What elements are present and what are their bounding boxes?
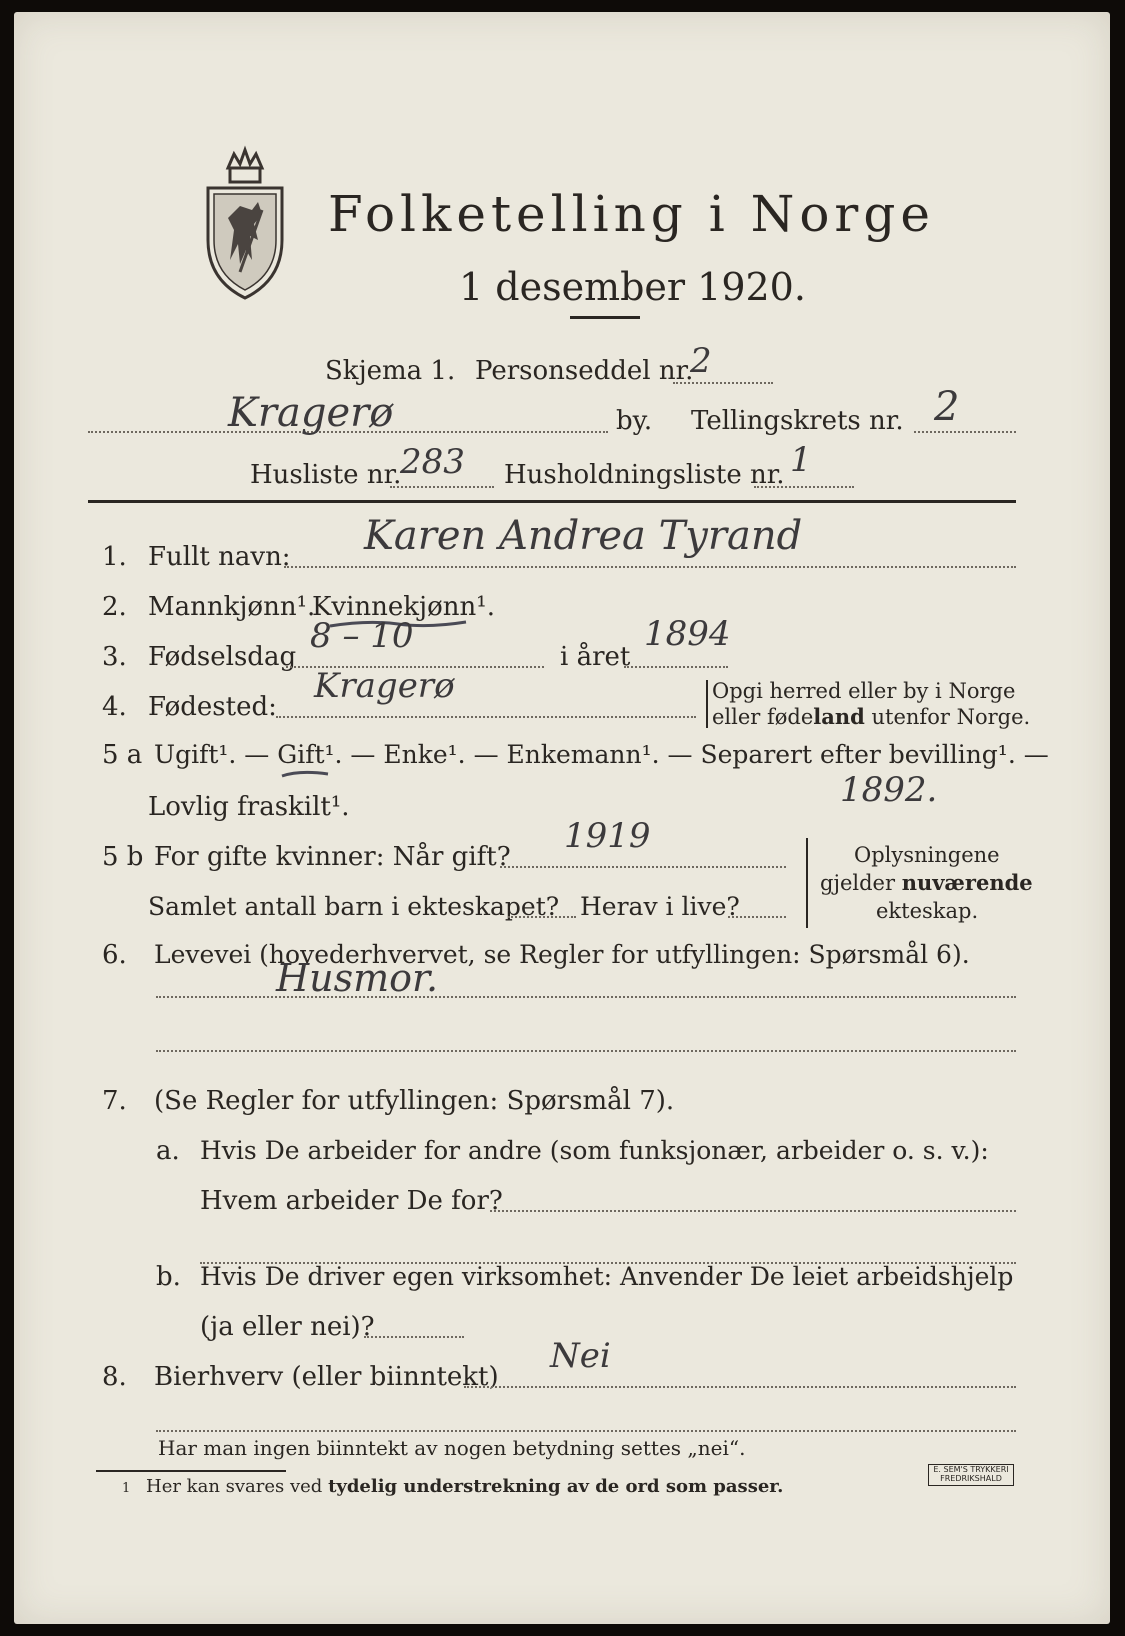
tellingskrets-label: Tellingskrets nr. bbox=[691, 406, 904, 436]
q5b-brace bbox=[806, 838, 808, 928]
census-date: 1 desember 1920. bbox=[459, 265, 806, 309]
q1-label: Fullt navn: bbox=[148, 542, 291, 572]
alive-line bbox=[728, 916, 786, 918]
header-rule bbox=[88, 500, 1016, 503]
footnote-rule bbox=[96, 1470, 286, 1472]
q1-line bbox=[284, 566, 1016, 568]
married-year-value[interactable]: 1919 bbox=[564, 816, 651, 856]
q2-number: 2. bbox=[102, 592, 127, 622]
personseddel-line bbox=[673, 382, 773, 384]
by-label: by. bbox=[616, 406, 653, 436]
alive-question: Herav i live? bbox=[580, 892, 740, 921]
q7b-line[interactable] bbox=[364, 1336, 464, 1338]
q8-number: 8. bbox=[102, 1362, 127, 1392]
q5b-note-line3: ekteskap. bbox=[876, 899, 979, 923]
norwegian-coat-of-arms-icon bbox=[200, 140, 290, 300]
census-form bbox=[14, 12, 1110, 1624]
children-line bbox=[508, 916, 576, 918]
full-name-value[interactable]: Karen Andrea Tyrand bbox=[364, 513, 803, 559]
side-income-value[interactable]: Nei bbox=[550, 1336, 611, 1376]
husholdningsliste-label: Husholdningsliste nr. bbox=[504, 460, 785, 490]
q8-line bbox=[464, 1386, 1016, 1388]
q8-label: Bierhverv (eller biinntekt) bbox=[154, 1362, 499, 1392]
personseddel-label: Personseddel nr. bbox=[475, 356, 694, 386]
tellingskrets-value[interactable]: 2 bbox=[934, 384, 960, 430]
nei-note: Har man ingen biinntekt av nogen betydning settes „nei“. bbox=[158, 1436, 746, 1460]
employer-line[interactable] bbox=[490, 1210, 1016, 1212]
q7b-letter: b. bbox=[156, 1262, 181, 1292]
personseddel-value[interactable]: 2 bbox=[690, 341, 712, 381]
q7-label: (Se Regler for utfyllingen: Spørsmål 7). bbox=[154, 1086, 675, 1116]
children-question: Samlet antall barn i ekteskapet? bbox=[148, 892, 560, 921]
q7-number: 7. bbox=[102, 1086, 127, 1116]
q7b-text: Hvis De driver egen virksomhet: Anvender De leiet arbeidshjelp bbox=[200, 1262, 1014, 1291]
q5b-label: For gifte kvinner: Når gift? bbox=[154, 842, 511, 872]
q6-label: Levevei (hovederhvervet, se Regler for utfyllingen: Spørsmål 6). bbox=[154, 940, 970, 969]
q5a-annotation: 1892. bbox=[840, 770, 938, 810]
husliste-line bbox=[390, 486, 494, 488]
q3-number: 3. bbox=[102, 642, 127, 672]
footnote-mark: 1 bbox=[122, 1481, 131, 1496]
q3-label: Fødselsdag bbox=[148, 642, 297, 672]
birth-year-value[interactable]: 1894 bbox=[644, 614, 731, 654]
occupation-value[interactable]: Husmor. bbox=[276, 956, 439, 1000]
divorced-option[interactable]: Lovlig fraskilt¹. bbox=[148, 792, 350, 822]
q5a-number: 5 a bbox=[102, 740, 143, 770]
q4-brace bbox=[706, 680, 708, 728]
q7b-question: (ja eller nei)? bbox=[200, 1312, 375, 1342]
q1-number: 1. bbox=[102, 542, 127, 572]
q4-note-line1: Opgi herred eller by i Norge bbox=[712, 679, 1016, 703]
printer-stamp: E. SEM'S TRYKKERI FREDRIKSHALD bbox=[928, 1464, 1014, 1486]
q7a-question: Hvem arbeider De for? bbox=[200, 1186, 503, 1216]
year-label: i året bbox=[560, 642, 631, 672]
birthplace-value[interactable]: Kragerø bbox=[314, 666, 455, 706]
husliste-label: Husliste nr. bbox=[250, 460, 402, 490]
schema-label: Skjema 1. bbox=[325, 356, 456, 386]
q5b-note-line1: Oplysningene bbox=[854, 843, 1000, 867]
husholdningsliste-line bbox=[754, 486, 854, 488]
q4-note-line2: eller fødeland utenfor Norge. bbox=[712, 704, 1031, 729]
footnote-text: Her kan svares ved tydelig understrekning av de ord som passer. bbox=[146, 1476, 784, 1497]
female-option[interactable]: Kvinnekjønn¹. bbox=[312, 592, 495, 622]
q4-line bbox=[276, 716, 696, 718]
marital-status-options[interactable]: Ugift¹. — Gift¹. — Enke¹. — Enkemann¹. — Separert efter bevilling¹. — bbox=[154, 740, 1049, 769]
q5b-number: 5 b bbox=[102, 842, 144, 872]
husholdningsliste-value[interactable]: 1 bbox=[790, 440, 812, 480]
q4-number: 4. bbox=[102, 692, 127, 722]
q5b-line bbox=[500, 866, 786, 868]
gift-underline-mark bbox=[280, 768, 330, 780]
year-line bbox=[624, 666, 728, 668]
q6-line-2 bbox=[156, 1050, 1016, 1052]
title-divider bbox=[570, 316, 640, 319]
q4-label: Fødested: bbox=[148, 692, 277, 722]
husliste-value[interactable]: 283 bbox=[400, 442, 465, 482]
q7a-text: Hvis De arbeider for andre (som funksjonær, arbeider o. s. v.): bbox=[200, 1136, 989, 1165]
birthday-value[interactable]: 8 – 10 bbox=[310, 616, 414, 656]
by-value[interactable]: Kragerø bbox=[228, 390, 394, 436]
q8-line-2 bbox=[156, 1430, 1016, 1432]
male-option[interactable]: Mannkjønn¹. bbox=[148, 592, 316, 622]
q7a-letter: a. bbox=[156, 1136, 180, 1166]
tellingskrets-line bbox=[914, 431, 1016, 433]
q5b-note-line2: gjelder nuværende bbox=[820, 870, 1033, 895]
form-title: Folketelling i Norge bbox=[328, 185, 935, 243]
q6-number: 6. bbox=[102, 940, 127, 970]
